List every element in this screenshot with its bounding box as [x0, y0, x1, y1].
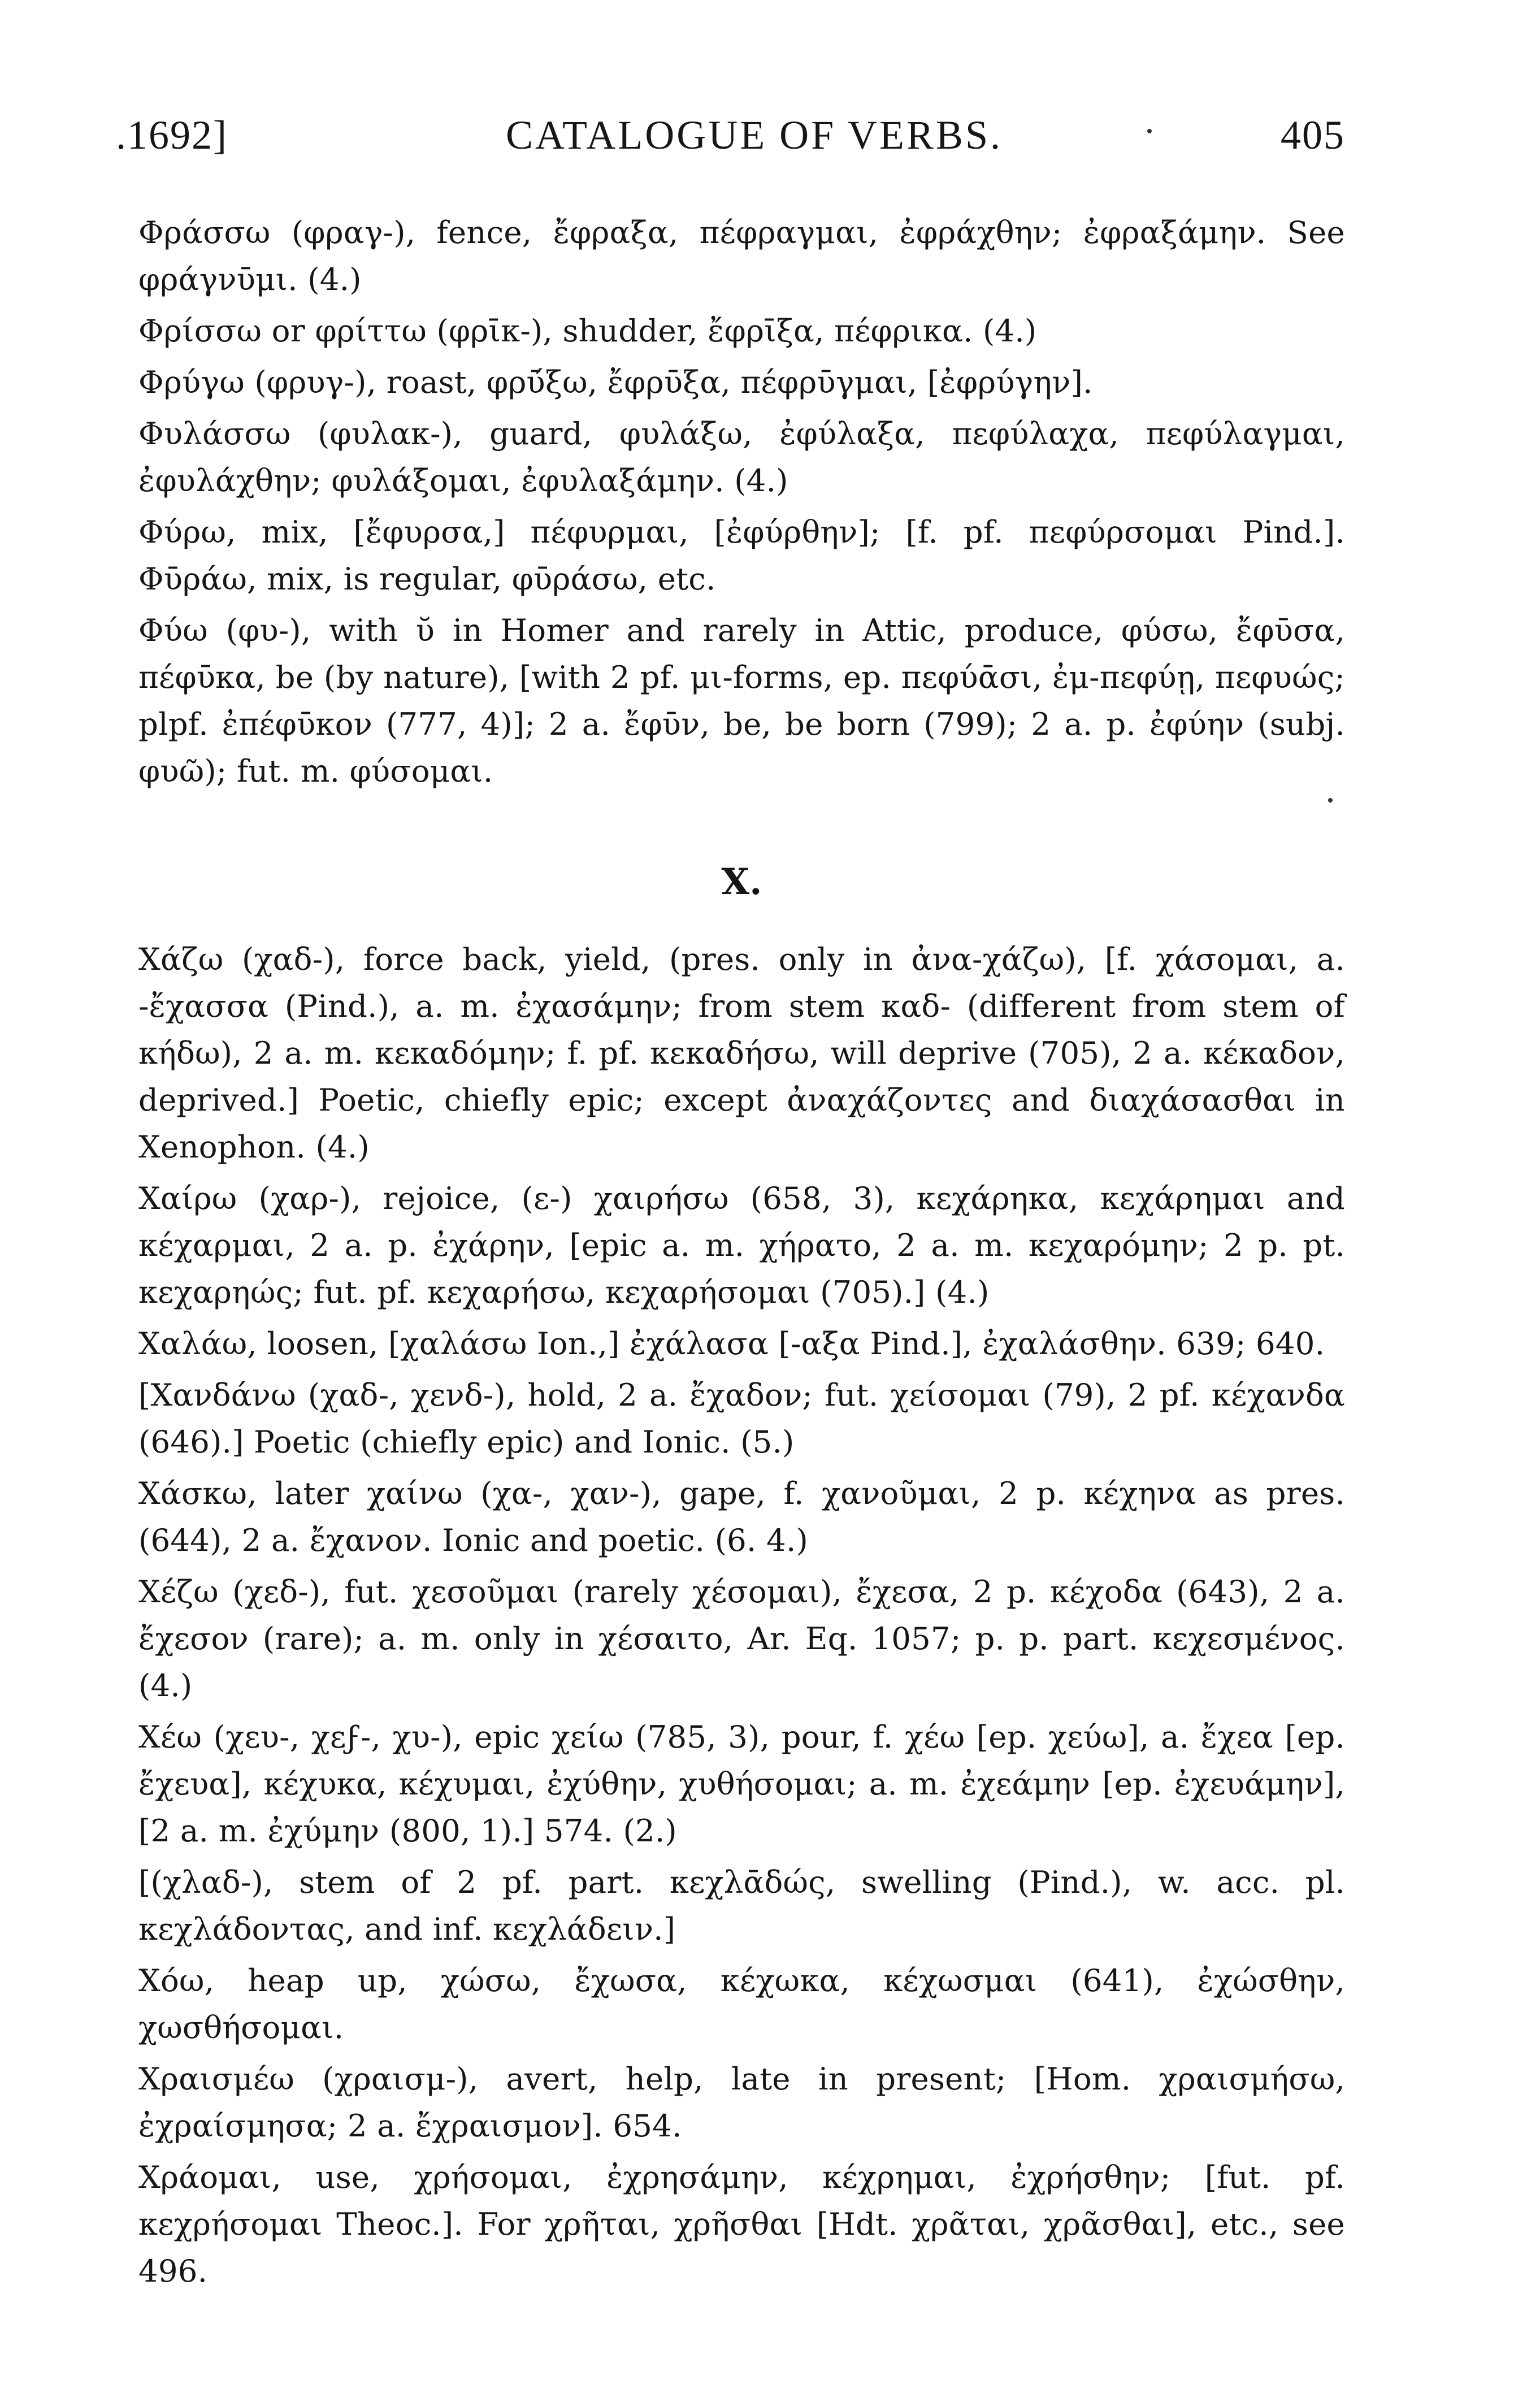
verb-entry: Χάζω (χαδ-), force back, yield, (pres. only in ἀνα-χάζω), [f. χάσομαι, a. -ἔχασσα (Pind.), a. m. ἐχασάμην; from stem καδ- (different from stem of κήδω), 2 a. m. κεκαδόμην; f. pf. κεκαδήσω, will deprive (705), 2 a. κέκαδον, deprived.] Poetic, chiefly epic; except ἀναχάζοντες and διαχάσασθαι in Xenophon. (4.) — [138, 941, 1345, 1165]
print-speck — [1147, 129, 1152, 133]
verb-entry: Χαλάω, loosen, [χαλάσω Ion.,] ἐχάλασα [-αξα Pind.], ἐχαλάσθην. 639; 640. — [138, 1325, 1325, 1362]
verb-entry: Χραισμέω (χραισμ-), avert, help, late in present; [Hom. χραισμήσω, ἐχραίσμησα; 2 a. ἔχραισμον]. 654. — [138, 2061, 1345, 2144]
verb-entry: Χέω (χευ-, χεϝ-, χυ-), epic χείω (785, 3), pour, f. χέω [ep. χεύω], a. ἔχεα [ep. ἔχευα], κέχυκα, κέχυμαι, ἐχύθην, χυθήσομαι; a. m. ἐχεάμην [ep. ἐχευάμην], [2 a. m. ἐχύμην (800, 1).] 574. (2.) — [138, 1719, 1345, 1849]
verb-entry: Φρίσσω or φρίττω (φρῑκ-), shudder, ἔφρῑξα, πέφρικα. (4.) — [138, 313, 1037, 349]
running-header — [116, 112, 1345, 159]
verb-entry: Φυλάσσω (φυλακ-), guard, φυλάξω, ἐφύλαξα, πεφύλαχα, πεφύλαγμαι, ἐφυλάχθην; φυλάξομαι, ἐφυλαξάμην. (4.) — [138, 415, 1345, 498]
header-section-ref: .1692] — [116, 112, 228, 158]
verb-entry: Φύρω, mix, [ἔφυρσα,] πέφυρμαι, [ἐφύρθην]; [f. pf. πεφύρσομαι Pind.]. Φῡράω, mix, is regular, φῡράσω, etc. — [138, 514, 1345, 597]
page-body — [138, 209, 1345, 2299]
verb-entry: Χαίρω (χαρ-), rejoice, (ε-) χαιρήσω (658, 3), κεχάρηκα, κεχάρημαι and κέχαρμαι, 2 a. p. ἐχάρην, [epic a. m. χήρατο, 2 a. m. κεχαρόμην; 2 p. pt. κεχαρηώς; fut. pf. κεχαρήσω, κεχαρήσομαι (705).] (4.) — [138, 1180, 1345, 1310]
page-title: CATALOGUE OF VERBS. — [505, 112, 1003, 158]
verb-entry: Φύω (φυ-), with ῠ in Homer and rarely in Attic, produce, φύσω, ἔφῡσα, πέφῡκα, be (by nature), [with 2 pf. μι-forms, ep. πεφύᾱσι, ἐμ-πεφύῃ, πεφυώς; plpf. ἐπέφῡκον (777, 4)]; 2 a. ἔφῡν, be, be born (799); 2 a. p. ἐφύην (subj. φυῶ); fut. m. φύσομαι. — [138, 612, 1345, 789]
verb-entry: Χράομαι, use, χρήσομαι, ἐχρησάμην, κέχρημαι, ἐχρήσθην; [fut. pf. κεχρήσομαι Theoc.]. For χρῆται, χρῆσθαι [Hdt. χρᾶται, χρᾶσθαι], etc., see 496. — [138, 2159, 1345, 2289]
verb-entry: Φρύγω (φρυγ-), roast, φρῡ́ξω, ἔφρῡξα, πέφρῡγμαι, [ἐφρύγην]. — [138, 364, 1093, 400]
print-speck — [1328, 798, 1333, 803]
verb-entry: Χόω, heap up, χώσω, ἔχωσα, κέχωκα, κέχωσμαι (641), ἐχώσθην, χωσθήσομαι. — [138, 1962, 1345, 2045]
page-number: 405 — [1281, 112, 1345, 158]
verb-entry: Χάσκω, later χαίνω (χα-, χαν-), gape, f. χανοῦμαι, 2 p. κέχηνα as pres. (644), 2 a. ἔχανον. Ionic and poetic. (6. 4.) — [138, 1475, 1345, 1558]
verb-entry: Χέζω (χεδ-), fut. χεσοῦμαι (rarely χέσομαι), ἔχεσα, 2 p. κέχοδα (643), 2 a. ἔχεσον (rare); a. m. only in χέσαιτο, Ar. Eq. 1057; p. p. part. κεχεσμένος. (4.) — [138, 1573, 1345, 1703]
verb-entry: [Χανδάνω (χαδ-, χενδ-), hold, 2 a. ἔχαδον; fut. χείσομαι (79), 2 pf. κέχανδα (646).] Poetic (chiefly epic) and Ionic. (5.) — [138, 1377, 1345, 1460]
section-letter-heading: X. — [721, 861, 762, 903]
verb-entry: [(χλαδ-), stem of 2 pf. part. κεχλᾱδώς, swelling (Pind.), w. acc. pl. κεχλάδοντας, and inf. κεχλάδειν.] — [138, 1864, 1345, 1947]
verb-entry: Φράσσω (φραγ-), fence, ἔφραξα, πέφραγμαι, ἐφράχθην; ἐφραξάμην. See φράγνῡμι. (4.) — [138, 214, 1345, 297]
